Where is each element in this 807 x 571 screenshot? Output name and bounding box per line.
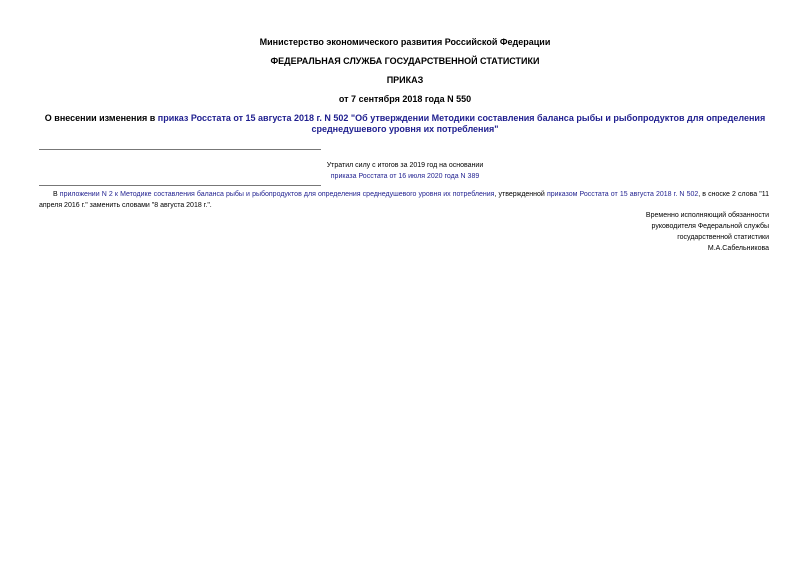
annulment-link-line	[40, 172, 770, 182]
body-paragraph	[39, 189, 769, 211]
body-part1: В	[53, 191, 60, 198]
annulment-link[interactable]: приказа Росстата от 16 июля 2020 года N 389	[330, 173, 480, 180]
document-type: ПРИКАЗ	[386, 75, 424, 85]
separator-middle	[39, 185, 321, 186]
document-title	[40, 113, 770, 135]
title-link[interactable]	[158, 113, 765, 134]
signature-position-line3: государственной статистики	[677, 234, 769, 241]
annulment-note: Утратил силу с итогов за 2019 год на основании	[326, 162, 484, 169]
body-part2: , утвержденной	[494, 191, 547, 198]
document-date: от 7 сентября 2018 года N 550	[338, 94, 472, 104]
body-part3: , в сноске 2 слова "11 апреля 2016 г." заменить словами "8 августа 2018 г.".	[39, 191, 770, 209]
appendix-link[interactable]: приложении N 2 к Методике составления баланса рыбы и рыбопродуктов для определения среднедушевого уровня их потребления	[59, 191, 495, 198]
title-link-line1: приказ Росстата от 15 августа 2018 г. N 502 "Об утверждении Методики составления баланса рыбы и рыбопродуктов для определения	[157, 113, 766, 123]
title-link-line2: среднедушевого уровня их потребления"	[311, 124, 499, 134]
separator-top	[39, 149, 321, 150]
title-prefix: О внесении изменения в	[44, 113, 158, 123]
ministry-name: Министерство экономического развития Российской Федерации	[259, 37, 551, 47]
service-name: ФЕДЕРАЛЬНАЯ СЛУЖБА ГОСУДАРСТВЕННОЙ СТАТИСТИКИ	[270, 56, 540, 66]
signature-position-line1: Временно исполняющий обязанности	[645, 212, 769, 219]
signature-position-line2: руководителя Федеральной службы	[651, 223, 769, 230]
signature-name: М.А.Сабельникова	[707, 245, 769, 252]
order-link[interactable]: приказом Росстата от 15 августа 2018 г. N 502	[546, 191, 699, 198]
